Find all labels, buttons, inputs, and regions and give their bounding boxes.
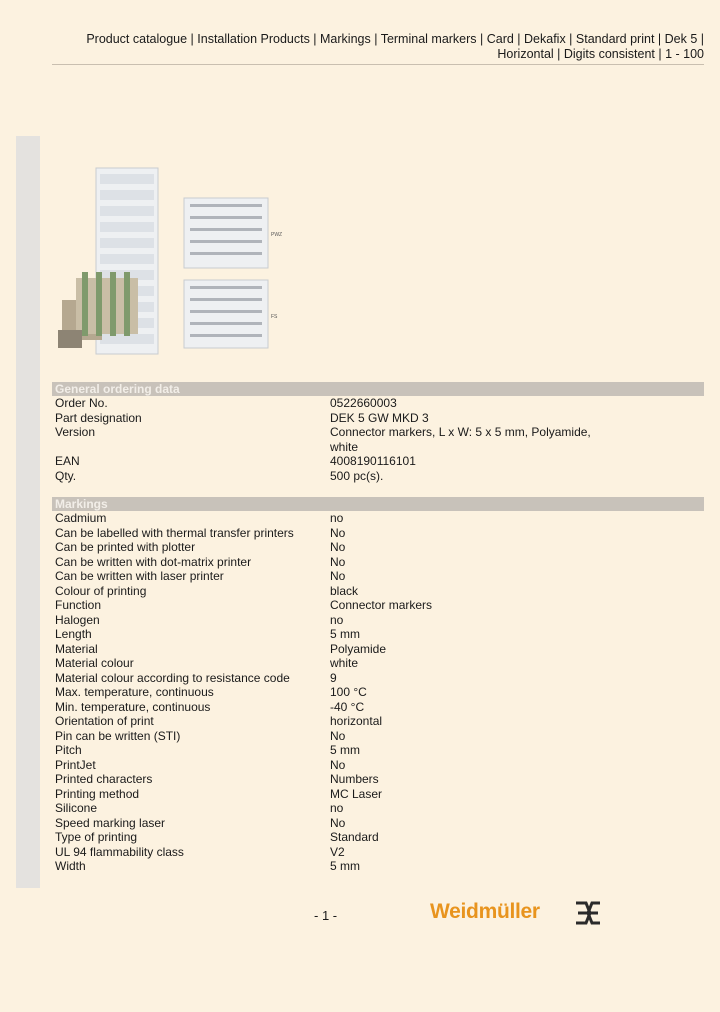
row-key: UL 94 flammability class (55, 844, 184, 859)
table-row (55, 613, 704, 628)
row-key: Speed marking laser (55, 815, 166, 830)
table-row (55, 642, 704, 657)
row-key: Qty. (55, 468, 77, 483)
table-row (55, 454, 704, 469)
breadcrumb-line-2: Horizontal | Digits consistent | 1 - 100 (497, 47, 704, 61)
table-row (55, 511, 704, 526)
row-key: Silicone (55, 801, 98, 815)
table-row (55, 671, 704, 686)
row-value: No (330, 815, 346, 830)
left-sidebar-bar (16, 136, 40, 888)
row-key: EAN (55, 454, 80, 468)
row-key: Material colour according to resistance code (55, 670, 290, 685)
brand-logo-icon (574, 900, 602, 926)
table-row (55, 411, 704, 426)
row-key: Printing method (55, 786, 140, 801)
row-key: Function (55, 598, 102, 612)
row-value: black (330, 583, 359, 598)
row-key: Colour of printing (55, 583, 147, 598)
row-value: 5 mm (330, 743, 360, 757)
marker-card-fs-image (184, 280, 278, 348)
table-row (55, 859, 704, 874)
row-key: Type of printing (55, 830, 138, 844)
table-row (55, 526, 704, 541)
row-value: No (330, 554, 346, 569)
row-key: Pitch (55, 743, 82, 757)
marker-card-pwz-image (184, 198, 282, 268)
row-key: Can be written with laser printer (55, 569, 224, 583)
row-key: PrintJet (55, 757, 96, 772)
row-value: 5 mm (330, 859, 360, 873)
row-key: Order No. (55, 396, 108, 410)
row-key: Cadmium (55, 511, 107, 525)
row-value: 5 mm (330, 627, 360, 641)
row-value: -40 °C (330, 699, 365, 714)
row-value: MC Laser (330, 786, 383, 801)
row-value: Standard (330, 830, 379, 844)
row-value: no (330, 801, 344, 815)
section-header-general: General ordering data (52, 382, 704, 396)
row-key: Version (55, 425, 96, 439)
table-row (55, 555, 704, 570)
row-value: No (330, 757, 346, 772)
breadcrumb-line-1: Product catalogue | Installation Products | Markings | Terminal markers | Card | Dekafix | Standard print | Dek 5 | (86, 32, 704, 46)
table-row (55, 396, 704, 411)
row-key: Halogen (55, 612, 100, 627)
row-value: 0522660003 (330, 396, 397, 410)
table-row (55, 425, 704, 454)
table-row (55, 627, 704, 642)
table-row (55, 801, 704, 816)
breadcrumb (80, 32, 704, 62)
row-value: Connector markers (330, 598, 433, 612)
row-key: Material (55, 641, 98, 656)
row-key: Part designation (55, 410, 142, 425)
table-row (55, 685, 704, 700)
table-row (55, 469, 704, 484)
row-key: Pin can be written (STI) (55, 728, 181, 743)
row-value: No (330, 525, 346, 540)
table-row (55, 830, 704, 845)
row-value: Connector markers, L x W: 5 x 5 mm, Polyamide, white (330, 425, 591, 454)
row-value: DEK 5 GW MKD 3 (330, 410, 429, 425)
row-value: Numbers (330, 772, 379, 786)
row-key: Printed characters (55, 772, 153, 786)
row-key: Max. temperature, continuous (55, 685, 214, 699)
brand-logo-text: Weidmüller (430, 900, 540, 923)
table-row (55, 584, 704, 599)
row-key: Material colour (55, 656, 134, 670)
row-value: 100 °C (330, 685, 367, 699)
row-key: Can be written with dot-matrix printer (55, 554, 252, 569)
table-row (55, 758, 704, 773)
row-key: Can be labelled with thermal transfer printers (55, 525, 294, 540)
row-key: Length (55, 627, 92, 641)
row-key: Min. temperature, continuous (55, 699, 211, 714)
row-value: 500 pc(s). (330, 468, 384, 483)
header-divider (52, 64, 704, 65)
product-images (56, 160, 356, 360)
row-key: Orientation of print (55, 714, 154, 728)
table-row (55, 743, 704, 758)
table-row (55, 787, 704, 802)
row-value: white (330, 656, 359, 670)
markings-table (55, 511, 704, 874)
card-label-pwz: PWZ (271, 232, 283, 238)
row-value: No (330, 728, 346, 743)
table-row (55, 569, 704, 584)
table-row (55, 729, 704, 744)
section-header-markings: Markings (52, 497, 704, 511)
row-value: horizontal (330, 714, 383, 728)
row-value: 9 (330, 670, 337, 685)
row-value: 4008190116101 (330, 454, 416, 468)
table-row (55, 540, 704, 555)
table-row (55, 656, 704, 671)
row-key: Width (55, 859, 86, 873)
table-row (55, 772, 704, 787)
table-row (55, 714, 704, 729)
page-number: - 1 - (314, 908, 338, 923)
table-row (55, 845, 704, 860)
row-value: Polyamide (330, 641, 387, 656)
row-value: no (330, 612, 344, 627)
row-value: No (330, 569, 346, 583)
row-value: V2 (330, 844, 345, 859)
table-row (55, 598, 704, 613)
table-row (55, 816, 704, 831)
row-key: Can be printed with plotter (55, 540, 196, 554)
row-value: No (330, 540, 346, 554)
row-value: no (330, 511, 344, 525)
general-ordering-table (55, 396, 704, 483)
card-label-fs: FS (271, 314, 278, 320)
table-row (55, 700, 704, 715)
